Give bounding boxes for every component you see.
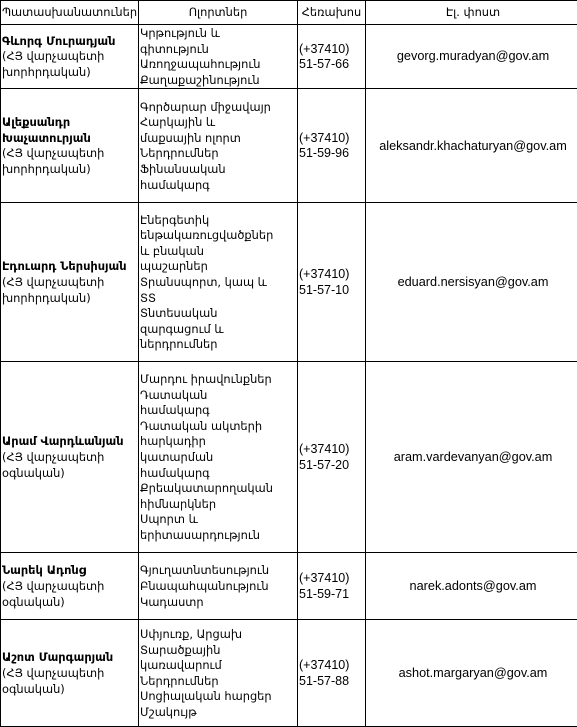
areas-cell [139,25,298,89]
header-row [1,1,577,25]
person-cell [1,89,139,203]
area-item: հիմնարկներ [140,497,296,513]
person-role: խորհրդական) [2,291,137,307]
person-name: Ալեքսանդր [2,115,137,131]
area-item: Դատական [140,388,296,404]
person-name: Էդուարդ Ներսիսյան [2,259,137,275]
area-item: Բնապահպանություն [140,579,296,595]
phone-number: 51-57-10 [299,283,364,299]
person-name: Նարեկ Ադոնց [2,563,137,579]
area-item: գիտություն [140,42,296,58]
area-item: Սոցիալական հարցեր [140,689,296,705]
area-item: Տնտեսական [140,306,296,322]
person-role: օգնական) [2,466,137,482]
person-name: Արամ Վարդևանյան [2,434,137,450]
person-role: (ՀՅ վարչապետի [2,49,137,65]
areas-cell [139,620,298,727]
email-cell[interactable]: narek.adonts@gov.am [366,553,577,620]
table-row [1,25,577,89]
phone-number: 51-57-20 [299,458,364,474]
person-role: խորհրդական) [2,65,137,81]
phone-code: (+37410) [299,267,364,283]
person-role: խորհրդական) [2,162,137,178]
header-email: Էլ. փոստ [366,1,577,25]
area-item: համակարգ [140,466,296,482]
table-row [1,553,577,620]
phone-cell [298,25,366,89]
phone-cell [298,553,366,620]
person-cell [1,203,139,362]
person-role: (ՀՅ վարչապետի [2,579,137,595]
area-item: Ֆինանսական [140,162,296,178]
phone-code: (+37410) [299,131,364,147]
area-item: զարգացում և [140,322,296,338]
area-item: Գյուղատնտեսություն [140,563,296,579]
phone-number: 51-59-96 [299,146,364,162]
phone-number: 51-57-66 [299,57,364,73]
area-item: համակարգ [140,178,296,194]
area-item: հարկադիր [140,434,296,450]
area-item: Տրանսպորտ, կապ և [140,275,296,291]
areas-cell [139,89,298,203]
email-cell[interactable]: aram.vardevanyan@gov.am [366,362,577,553]
person-role: օգնական) [2,682,137,698]
person-name: Գևորգ Մուրադյան [2,34,137,50]
area-item: Ներդրումներ [140,674,296,690]
phone-number: 51-59-71 [299,587,364,603]
area-item: Մարդու իրավունքներ [140,372,296,388]
table-row [1,89,577,203]
area-item: Սփյուռք, Արցախ [140,627,296,643]
area-item: Մշակույթ [140,705,296,721]
person-role: (ՀՅ վարչապետի [2,146,137,162]
person-role: (ՀՅ վարչապետի [2,450,137,466]
areas-cell [139,553,298,620]
phone-code: (+37410) [299,442,364,458]
table-row [1,620,577,727]
phone-cell [298,362,366,553]
table-row [1,362,577,553]
area-item: ներդրումներ [140,337,296,353]
table-row [1,203,577,362]
person-cell [1,362,139,553]
area-item: համակարգ [140,403,296,419]
phone-number: 51-57-88 [299,674,364,690]
person-cell [1,25,139,89]
area-item: Հարկային և [140,115,296,131]
area-item: Առողջապահություն [140,57,296,73]
area-item: Կրթություն և [140,26,296,42]
person-role: օգնական) [2,595,137,611]
header-areas: Ոլորտներ [139,1,298,25]
area-item: Ներդրումներ [140,146,296,162]
email-cell[interactable]: ashot.margaryan@gov.am [366,620,577,727]
phone-cell [298,620,366,727]
phone-code: (+37410) [299,571,364,587]
area-item: պաշարներ [140,259,296,275]
area-item: կառավարում [140,658,296,674]
person-name: Խաչատուրյան [2,131,137,147]
area-item: Էներգետիկ [140,213,296,229]
person-cell [1,553,139,620]
person-role: (ՀՅ վարչապետի [2,666,137,682]
header-responsible: Պատասխանատուներ [1,1,139,25]
area-item: Դատական ակտերի [140,419,296,435]
area-item: ենթակառուցվածքներ [140,228,296,244]
areas-cell [139,362,298,553]
area-item: կատարման [140,450,296,466]
email-cell[interactable]: gevorg.muradyan@gov.am [366,25,577,89]
area-item: Քրեակատարողական [140,481,296,497]
area-item: երիտասարդություն [140,528,296,544]
email-cell[interactable]: aleksandr.khachaturyan@gov.am [366,89,577,203]
area-item: Գործարար միջավայր [140,100,296,116]
area-item: Կադաստր [140,595,296,611]
area-item: Քաղաքաշինություն [140,73,296,89]
phone-cell [298,89,366,203]
area-item: մաքսային ոլորտ [140,131,296,147]
phone-code: (+37410) [299,42,364,58]
area-item: Սպորտ և [140,512,296,528]
person-role: (ՀՅ վարչապետի [2,275,137,291]
area-item: ՏՏ [140,291,296,307]
email-cell[interactable]: eduard.nersisyan@gov.am [366,203,577,362]
phone-code: (+37410) [299,658,364,674]
person-name: Աշոտ Մարգարյան [2,650,137,666]
person-cell [1,620,139,727]
header-phone: Հեռախոս [298,1,366,25]
areas-cell [139,203,298,362]
area-item: Տարածքային [140,643,296,659]
area-item: և բնական [140,244,296,260]
phone-cell [298,203,366,362]
